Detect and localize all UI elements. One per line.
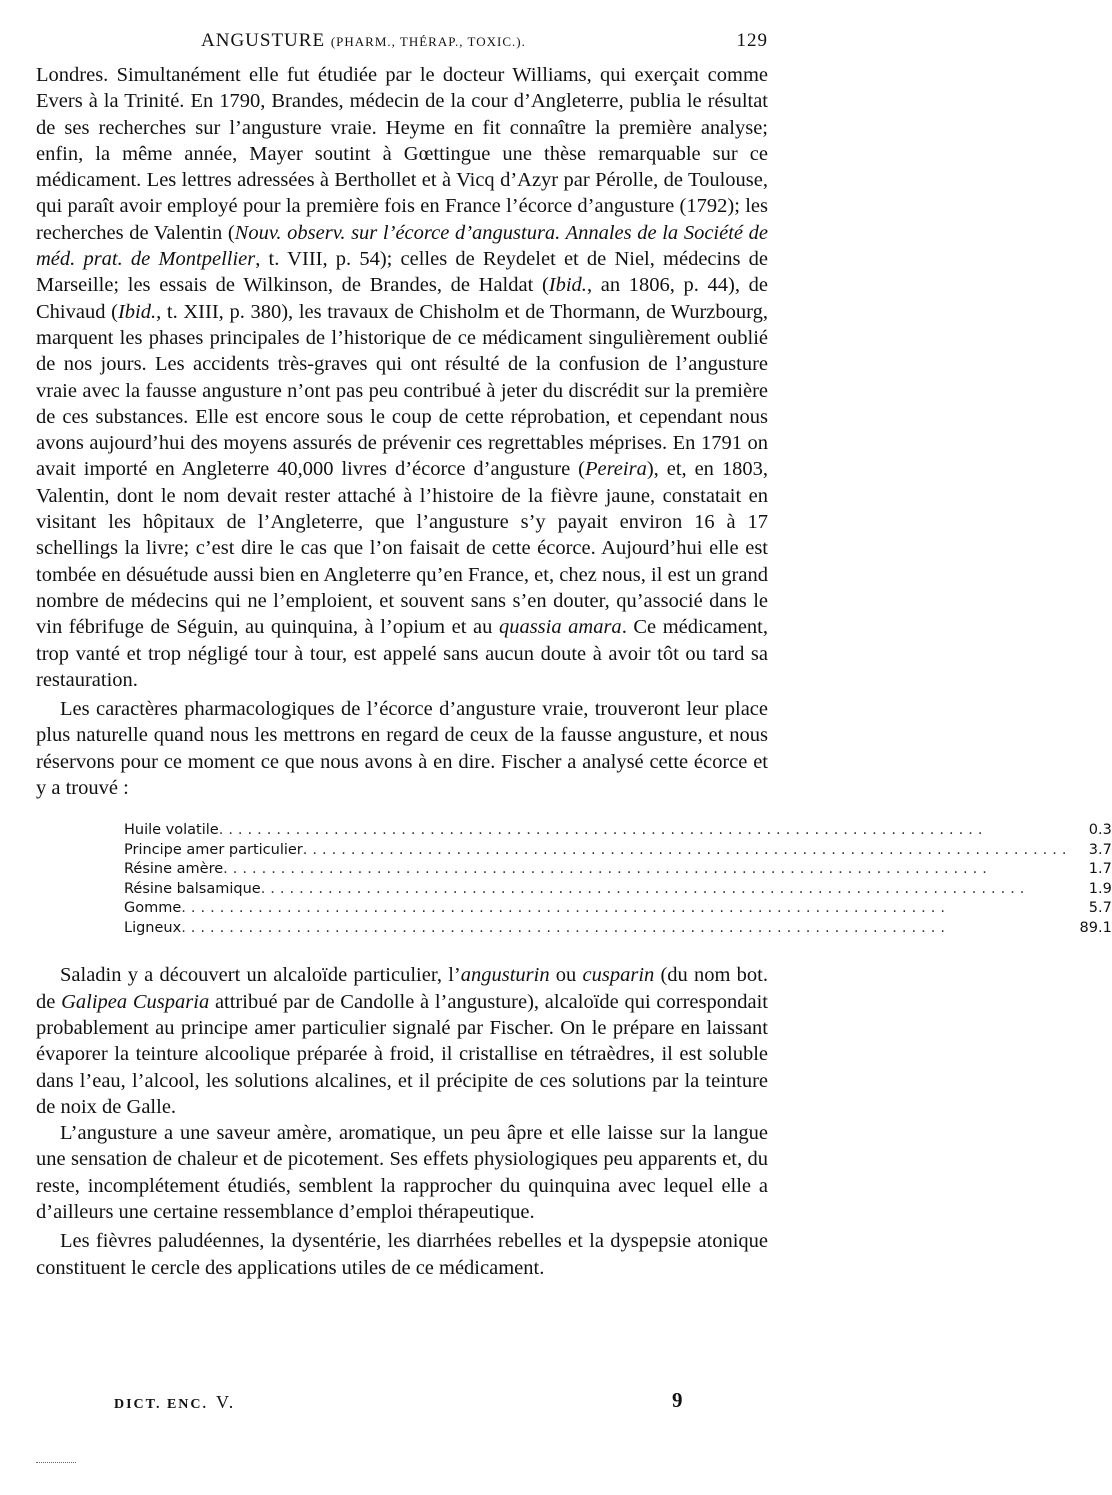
- composition-row: [124, 841, 1112, 861]
- text-run: , an 1806, p. 44), de Chivaud (: [36, 274, 768, 323]
- running-title: [201, 30, 526, 52]
- component-name: Résine amère: [124, 861, 224, 878]
- component-name-cell: [124, 899, 1072, 919]
- text-run: . Ce médicament, trop vanté et trop négligé tour à tour, est appelé sans aucun doute à avoir tôt ou tard sa restauration.: [36, 616, 769, 691]
- italic-term: quassia amara: [498, 616, 622, 639]
- component-name: Ligneux: [124, 919, 182, 936]
- leader-dots: ................................................................................: [223, 861, 992, 878]
- italic-term: cusparin: [582, 964, 655, 987]
- page-number: 129: [736, 30, 768, 51]
- leader-dots: ................................................................................: [181, 900, 951, 917]
- text-run: ), et, en 1803, Valentin, dont le nom devait rester attaché à l’histoire de la fièvre jaune, constatait en visitant les hôpitaux de l’Angleterre, que l’angusture s’y payait environ 16 à 17 schellings la livre; c’est dire le cas que l’on faisait de cette écorce. Aujourd’hui elle est tombée en désuétude aussi bien en Angleterre qu’en France, et, chez nous, il est un grand nombre de médecins qui ne l’emploient, et souvent sans s’en douter, qu’associé dans le vin fébrifuge de Séguin, au quinquina, à l’opium et au: [36, 458, 768, 639]
- component-name: Gomme: [124, 900, 182, 917]
- component-value: 5.7: [1088, 900, 1112, 917]
- paragraph-effects: L’angusture a une saveur amère, aromatique, un peu âpre et elle laisse sur la langue une sensation de chaleur et de picotement. Ses effets physiologiques peu apparents et, du reste, incomplétement étudiés, semblent la rapprocher du quinquina avec lequel elle a d’ailleurs une certaine ressemblance d’emploi thérapeutique.: [36, 1122, 768, 1223]
- paragraph-history: [36, 62, 768, 693]
- composition-row: [124, 860, 1112, 880]
- text-run: ou: [549, 964, 583, 987]
- text-run: , t. XIII, p. 380), les travaux de Chisholm et de Thormann, de Wurzbourg, marquent les phases principales de l’historique de ce médicament singulièrement oublié de nos jours. Les accidents très-graves qui ont résulté de la confusion de l’angusture vraie avec la fausse angusture n’ont pas peu contribué à jeter du discrédit sur la première de ces substances. Elle est encore sous le coup de cette réprobation, et cependant nous avons aujourd’hui des moyens assurés de prévenir ces regrettables méprises. En 1791 on avait importé en Angleterre 40,000 livres d’écorce d’angusture (: [36, 300, 768, 481]
- stray-dots: [36, 1462, 76, 1463]
- printer-signature: [114, 1392, 235, 1413]
- leader-dots: ................................................................................: [260, 880, 1030, 897]
- component-value: 0.3: [1088, 822, 1112, 839]
- component-name-cell: [124, 860, 1072, 880]
- italic-term: angusturin: [460, 964, 550, 987]
- component-name-cell: [124, 880, 1072, 900]
- italic-term: Galipea Cusparia: [61, 990, 210, 1013]
- composition-rows: [124, 821, 1112, 938]
- text-run: Londres. Simultanément elle fut étudiée par le docteur Williams, qui exerçait comme Evers à la Trinité. En 1790, Brandes, médecin de la cour d’Angleterre, publia le résultat de ses recherches sur l’angusture vraie. Heyme en fit connaître la première analyse; enfin, la même année, Mayer soutint à Gœttingue une thèse remarquable sur ce médicament. Les lettres adressées à Berthollet et à Vicq d’Azyr par Pérolle, de Toulouse, qui paraît avoir employé pour la première fois en France l’écorce d’angusture (1792); les recherches de Valentin (: [36, 64, 768, 244]
- component-value: 1.7: [1088, 861, 1112, 878]
- component-name: Huile volatile: [124, 822, 219, 839]
- paragraph-alkaloid: [36, 962, 768, 1120]
- header-title: ANGUSTURE: [201, 30, 326, 51]
- header-subtitle: (PHARM., THÉRAP., TOXIC.).: [330, 34, 526, 49]
- composition-row: [124, 899, 1112, 919]
- signature-number: 9: [672, 1388, 683, 1412]
- component-value: 1.9: [1088, 880, 1112, 897]
- volume-label: V.: [216, 1392, 236, 1412]
- text-run: (du nom bot. de: [36, 964, 769, 1013]
- article-body: [36, 62, 1112, 1281]
- composition-table: [124, 821, 1112, 938]
- component-name: Principe amer particulier: [124, 841, 303, 858]
- leader-dots: ................................................................................: [181, 919, 950, 936]
- component-name: Résine balsamique: [124, 880, 261, 897]
- italic-citation: Ibid.: [117, 300, 157, 323]
- component-value: 89.1: [1079, 919, 1112, 936]
- italic-citation: Nouv. observ. sur l’écorce d’angustura. Annales de la Société de méd. prat. de Montpellier: [36, 221, 768, 271]
- italic-citation: Ibid.: [548, 274, 587, 297]
- component-name-cell: [124, 841, 1072, 861]
- running-header: [36, 30, 768, 56]
- paragraph-pharmacology: Les caractères pharmacologiques de l’écorce d’angusture vraie, trouveront leur place plus naturelle quand nous les mettrons en regard de ceux de la fausse angusture, et nous réservons pour ce moment ce que nous avons à en dire. Fischer a analysé cette écorce et y a trouvé :: [36, 698, 768, 800]
- composition-row: [124, 821, 1112, 841]
- text-run: Saladin y a découvert un alcaloïde particulier, l’: [60, 964, 461, 987]
- italic-citation: Pereira: [584, 458, 647, 481]
- signature-label: DICT. ENC.: [114, 1397, 209, 1412]
- text-run: attribué par de Candolle à l’angusture), alcaloïde qui correspondait probablement au principe amer particulier signalé par Fischer. On le prépare en laissant évaporer la teinture alcoolique préparée à froid, il cristallise en tétraèdres, il est soluble dans l’eau, l’alcool, les solutions alcalines, et il précipite de ces solutions par la teinture de noix de Galle.: [36, 990, 768, 1118]
- text-run: , t. VIII, p. 54); celles de Reydelet et de Niel, médecins de Marseille; les essais de Wilkinson, de Brandes, de Haldat (: [36, 248, 768, 297]
- component-name-cell: [124, 919, 1072, 939]
- paragraph-applications: Les fièvres paludéennes, la dysentérie, les diarrhées rebelles et la dyspepsie atonique constituent le cercle des applications utiles de ce médicament.: [36, 1230, 768, 1279]
- page-footer: [36, 1388, 768, 1418]
- leader-dots: ................................................................................: [218, 822, 988, 839]
- component-name-cell: [124, 821, 1072, 841]
- component-value: 3.7: [1088, 841, 1112, 858]
- composition-row: [124, 880, 1112, 900]
- composition-row: [124, 919, 1112, 939]
- leader-dots: ................................................................................: [302, 841, 1072, 858]
